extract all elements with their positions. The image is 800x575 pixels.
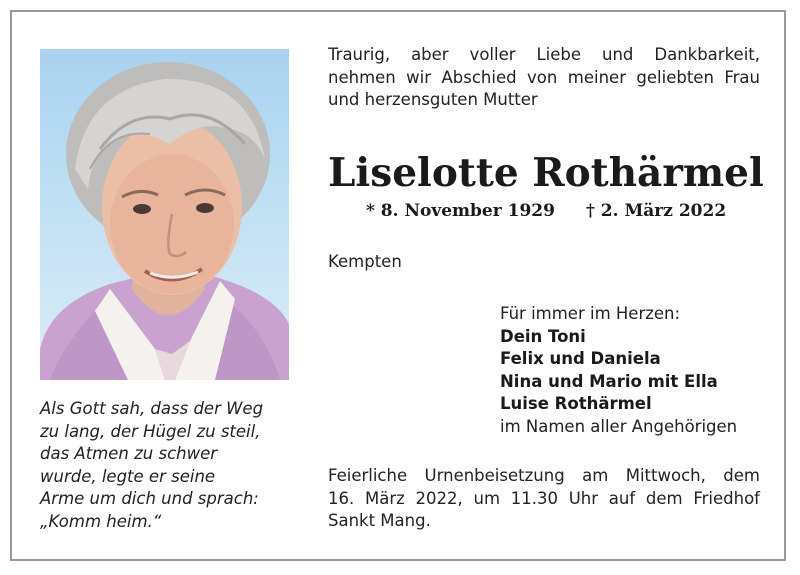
- mourner-name: Felix und Daniela: [500, 349, 661, 369]
- poem-line: zu lang, der Hügel zu steil,: [40, 421, 261, 441]
- intro-text: [328, 44, 760, 112]
- poem-line: Als Gott sah, dass der Weg: [40, 399, 264, 418]
- deceased-name: Liselotte Rothärmel: [328, 150, 764, 196]
- poem-line: das Atmen zu schwer: [40, 444, 218, 464]
- poem: [40, 398, 300, 534]
- mourners-closing: im Namen aller Angehörigen: [500, 416, 738, 436]
- ceremony-line: Feierliche Urnenbeisetzung am Mittwoch, dem: [328, 466, 760, 485]
- mourner-name: Nina und Mario mit Ella: [500, 371, 718, 391]
- intro-line: nehmen wir Abschied von meiner geliebten Frau: [328, 67, 760, 87]
- death-date: † 2. März 2022: [586, 201, 727, 221]
- mourner-name: Luise Rothärmel: [500, 394, 652, 414]
- mourners-block: [500, 303, 770, 439]
- birth-date: * 8. November 1929: [366, 201, 555, 221]
- mourner-name: Dein Toni: [500, 326, 586, 346]
- ceremony-line: Sankt Mang.: [328, 511, 431, 531]
- place: Kempten: [328, 252, 402, 271]
- intro-line: und herzensguten Mutter: [328, 90, 538, 110]
- portrait-illustration: [40, 49, 289, 380]
- intro-line: Traurig, aber voller Liebe und Dankbarkeit,: [328, 45, 760, 64]
- poem-line: Arme um dich und sprach:: [40, 489, 259, 509]
- portrait-photo: [40, 49, 289, 380]
- poem-line: wurde, legte er seine: [40, 466, 216, 486]
- ceremony-text: [328, 465, 760, 533]
- mourners-heading: Für immer im Herzen:: [500, 304, 681, 323]
- ceremony-line: 16. März 2022, um 11.30 Uhr auf dem Friedhof: [328, 488, 760, 508]
- poem-line: „Komm heim.“: [40, 511, 162, 531]
